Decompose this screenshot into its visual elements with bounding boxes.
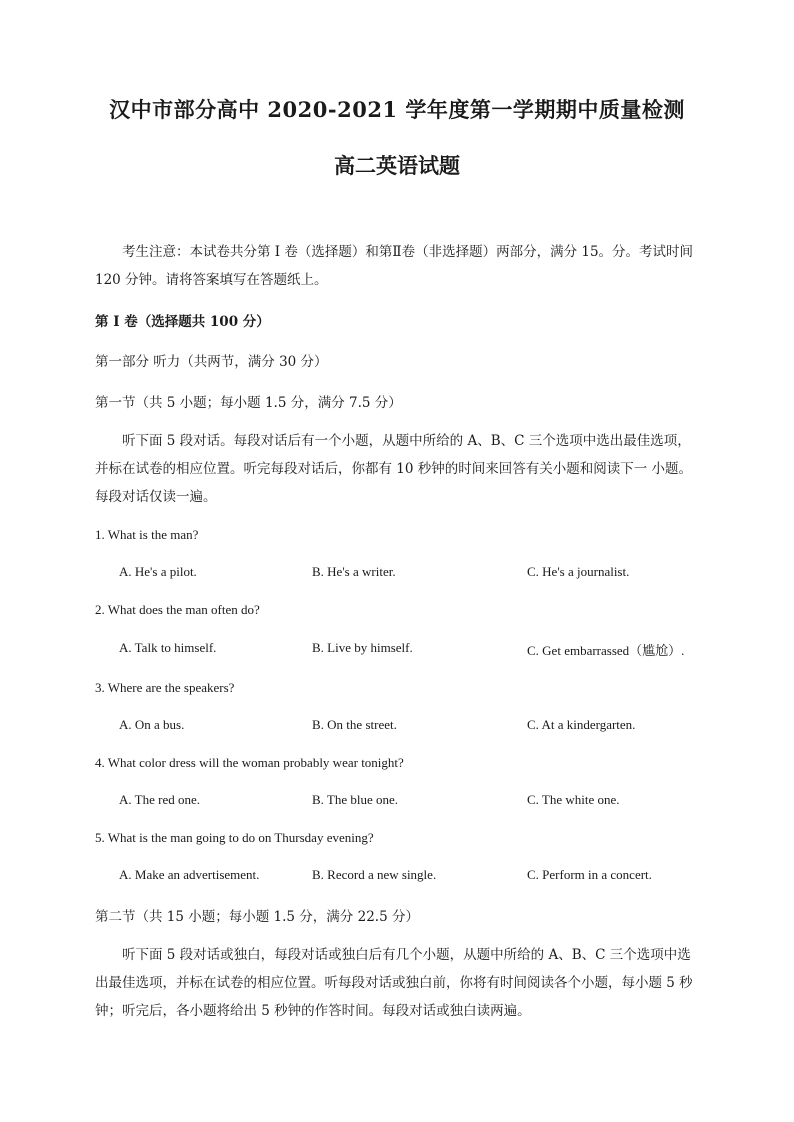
- section1-instructions: 听下面 5 段对话。每段对话后有一个小题，从题中所给的 A、B、C 三个选项中选出最佳选项，并标在试卷的相应位置。听完每段对话后，你都有 10 秒钟的时间来回答有关小题和阅读下一 小题。每段对话仅读一遍。: [95, 433, 693, 505]
- notice-paragraph: 考生注意：本试卷共分第 I 卷（选择题）和第Ⅱ卷（非选择题）两部分，满分 15。分。考试时间 120 分钟。请将答案填写在答题纸上。: [95, 244, 694, 288]
- question-1-option-b: B. He's a writer.: [312, 564, 396, 579]
- question-5: 5. What is the man going to do on Thursday evening?: [95, 830, 374, 845]
- question-2-option-a: A. Talk to himself.: [119, 640, 217, 655]
- question-1-option-a: A. He's a pilot.: [119, 564, 197, 579]
- question-3-option-c: C. At a kindergarten.: [527, 717, 636, 732]
- exam-title: 汉中市部分高中 2020-2021 学年度第一学期期中质量检测: [109, 97, 685, 122]
- section2-instructions: 听下面 5 段对话或独白，每段对话或独白后有几个小题，从题中所给的 A、B、C 三个选项中选出最佳选项，并标在试卷的相应位置。听每段对话或独白前，你将有时间阅读各个小题，每小题 5 秒钟；听完后，各小题将给出 5 秒钟的作答时间。每段对话或独白读两遍。: [95, 947, 693, 1019]
- question-3-option-a: A. On a bus.: [119, 717, 185, 732]
- question-4-option-a: A. The red one.: [119, 792, 200, 807]
- question-4-option-b: B. The blue one.: [312, 792, 399, 807]
- question-4-option-c: C. The white one.: [527, 792, 620, 807]
- question-2-option-b: B. Live by himself.: [312, 640, 413, 655]
- question-2-option-c: C. Get embarrassed（尴尬）.: [527, 643, 685, 658]
- volume1-heading: 第 I 卷（选择题共 100 分）: [95, 314, 270, 330]
- question-5-option-a: A. Make an advertisement.: [119, 867, 260, 882]
- question-1: 1. What is the man?: [95, 527, 199, 542]
- question-4: 4. What color dress will the woman probably wear tonight?: [95, 755, 404, 770]
- question-1-option-c: C. He's a journalist.: [527, 564, 630, 579]
- question-5-option-c: C. Perform in a concert.: [527, 867, 652, 882]
- part1-heading: 第一部分 听力（共两节，满分 30 分）: [95, 354, 328, 370]
- section1-heading: 第一节（共 5 小题；每小题 1.5 分，满分 7.5 分）: [95, 395, 402, 411]
- exam-subtitle: 高二英语试题: [334, 153, 460, 178]
- question-2: 2. What does the man often do?: [95, 602, 260, 617]
- question-3-option-b: B. On the street.: [312, 717, 397, 732]
- question-3: 3. Where are the speakers?: [95, 680, 235, 695]
- section2-heading: 第二节（共 15 小题；每小题 1.5 分，满分 22.5 分）: [95, 909, 419, 925]
- question-5-option-b: B. Record a new single.: [312, 867, 437, 882]
